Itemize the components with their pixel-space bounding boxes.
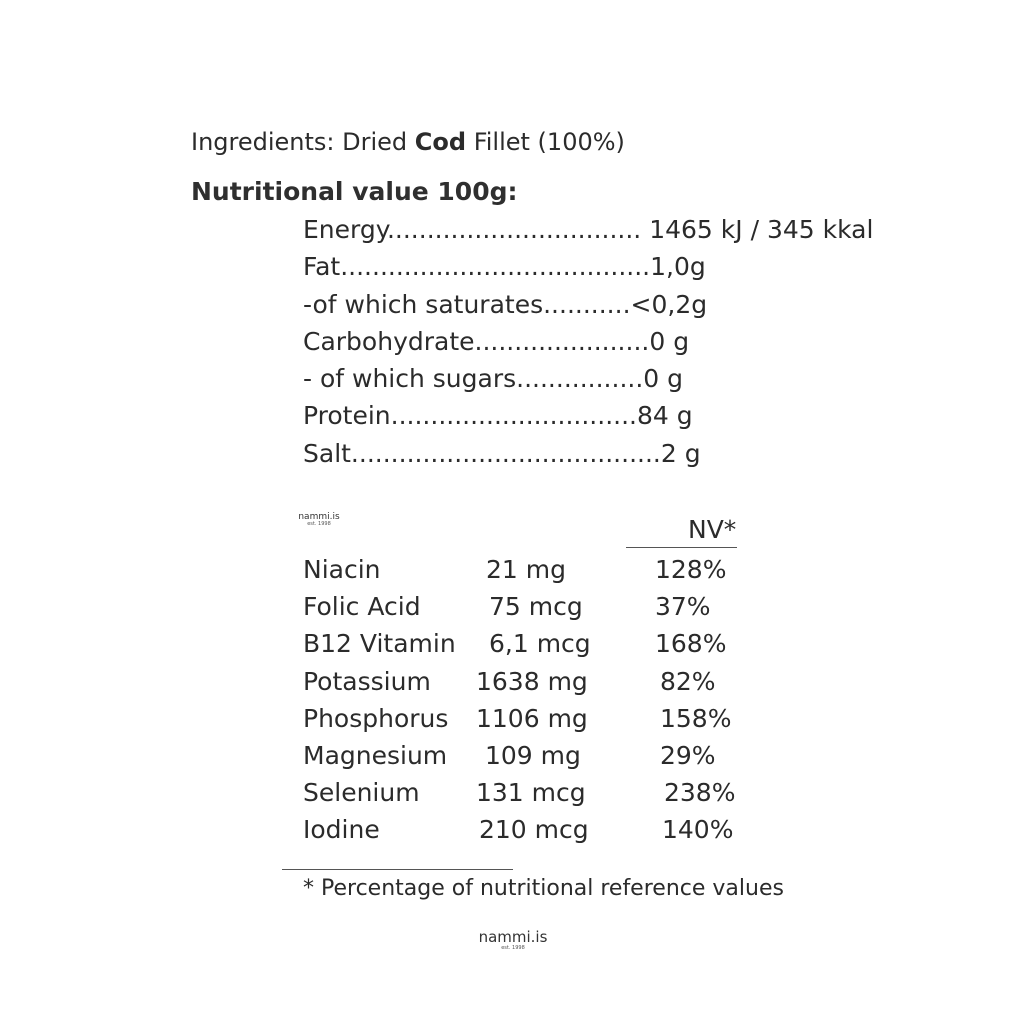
footnote-divider xyxy=(282,869,513,870)
mineral-name: Niacin xyxy=(303,555,381,584)
nutrition-row-sugars: - of which sugars................0 g xyxy=(303,364,684,393)
nutrition-row-saturates: -of which saturates...........<0,2g xyxy=(303,290,708,319)
mineral-nv: 82% xyxy=(660,667,716,696)
mineral-name: Magnesium xyxy=(303,741,448,770)
nutrition-row-protein: Protein...............................84 g xyxy=(303,401,693,430)
ingredients-suffix: Fillet (100%) xyxy=(466,128,625,156)
mineral-nv: 37% xyxy=(655,592,711,621)
mineral-nv: 128% xyxy=(655,555,727,584)
nutrition-row-fat: Fat.......................................1,0g xyxy=(303,252,706,281)
mineral-row xyxy=(0,555,1024,585)
nutrition-row-carbohydrate: Carbohydrate......................0 g xyxy=(303,327,690,356)
mineral-amount: 1106 mg xyxy=(476,704,588,733)
nammi-logo-small xyxy=(294,512,344,527)
mineral-amount: 210 mcg xyxy=(479,815,589,844)
mineral-nv: 29% xyxy=(660,741,716,770)
mineral-row xyxy=(0,592,1024,622)
nutrition-row-salt: Salt.......................................2 g xyxy=(303,439,701,468)
mineral-name: Selenium xyxy=(303,778,420,807)
mineral-row xyxy=(0,704,1024,734)
mineral-amount: 109 mg xyxy=(485,741,581,770)
mineral-row xyxy=(0,778,1024,808)
mineral-name: B12 Vitamin xyxy=(303,629,456,658)
mineral-row xyxy=(0,815,1024,845)
footnote: * Percentage of nutritional reference values xyxy=(303,876,784,901)
mineral-name: Phosphorus xyxy=(303,704,449,733)
ingredients-prefix: Ingredients: Dried xyxy=(191,128,415,156)
mineral-nv: 158% xyxy=(660,704,732,733)
mineral-nv: 140% xyxy=(662,815,734,844)
mineral-amount: 1638 mg xyxy=(476,667,588,696)
logo-est: est. 1998 xyxy=(307,521,331,527)
mineral-amount: 6,1 mcg xyxy=(489,629,591,658)
mineral-name: Potassium xyxy=(303,667,431,696)
nutrition-row-energy: Energy................................ 1465 kJ / 345 kkal xyxy=(303,215,874,244)
mineral-name: Folic Acid xyxy=(303,592,421,621)
logo-name: nammi.is xyxy=(478,928,548,946)
mineral-row xyxy=(0,629,1024,659)
ingredients-main: Cod xyxy=(414,128,467,156)
mineral-row xyxy=(0,741,1024,771)
mineral-row xyxy=(0,667,1024,697)
logo-est: est. 1998 xyxy=(501,945,525,951)
mineral-nv: 238% xyxy=(664,778,736,807)
nutrition-title: Nutritional value 100g: xyxy=(191,177,518,206)
logo-name: nammi.is xyxy=(298,512,340,522)
mineral-name: Iodine xyxy=(303,815,380,844)
mineral-nv: 168% xyxy=(655,629,727,658)
nv-header: NV* xyxy=(688,515,737,544)
mineral-amount: 131 mcg xyxy=(476,778,586,807)
nammi-logo xyxy=(468,928,558,951)
mineral-amount: 21 mg xyxy=(486,555,566,584)
mineral-amount: 75 mcg xyxy=(489,592,583,621)
nv-header-underline xyxy=(626,547,737,548)
ingredients-line xyxy=(191,128,625,156)
